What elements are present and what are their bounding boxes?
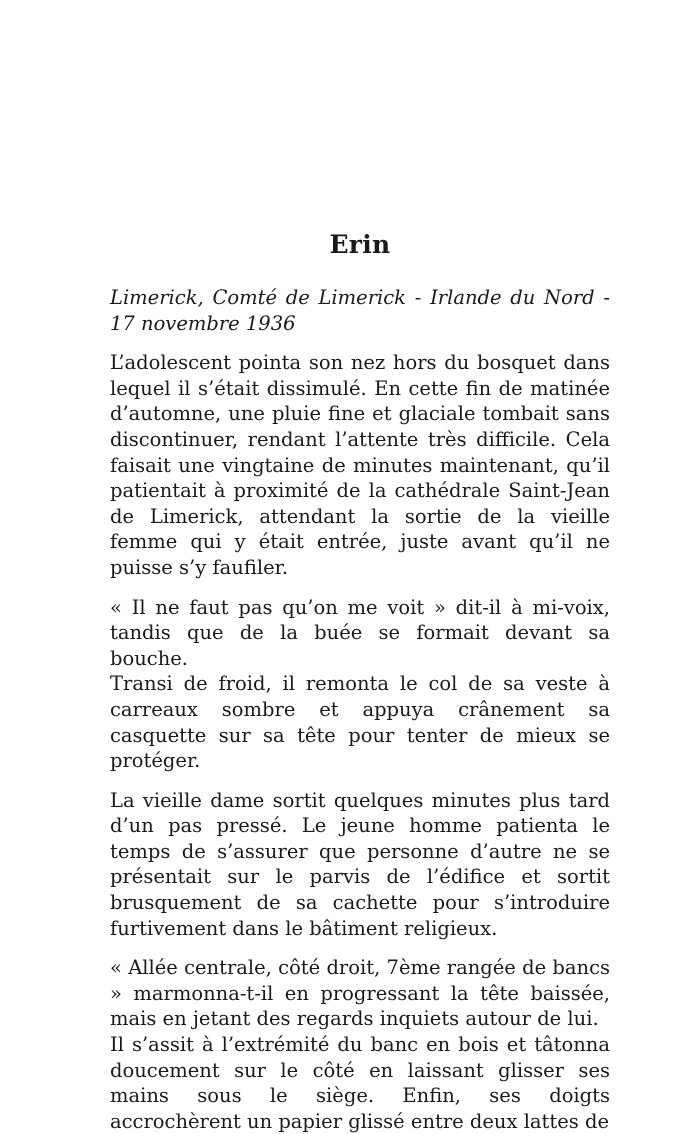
paragraph: La vieille dame sortit quelques minutes plus tard d’un pas pressé. Le jeune homme patienta le temps de s’assurer que personne d’autre ne se présentait sur le parvis de l’édifice et sortit brusquement de sa cachette pour s’introduire furtivement dans le bâtiment religieux. <box>110 788 610 940</box>
paragraph: L’adolescent pointa son nez hors du bosquet dans lequel il s’était dissimulé. En cette fin de matinée d’automne, une pluie fine et glaciale tombait sans discontinuer, rendant l’attente très difficile. Cela faisait une vingtaine de minutes maintenant, qu’il patientait à proximité de la cathédrale Saint-Jean de Limerick, attendant la sortie de la vieille femme qui y était entrée, juste avant qu’il ne puisse s’y faufiler. <box>110 351 610 579</box>
paragraph: Transi de froid, il remonta le col de sa veste à carreaux sombre et appuya crânement sa casquette sur sa tête pour tenter de mieux se protéger. <box>110 672 610 773</box>
book-page <box>110 0 610 1133</box>
paragraph: « Allée centrale, côté droit, 7ème rangée de bancs » marmonna-t-il en progressant la tête baissée, mais en jetant des regards inquiets autour de lui. <box>110 956 610 1031</box>
chapter-body <box>110 285 610 1134</box>
paragraph: Il s’assit à l’extrémité du banc en bois et tâtonna doucement sur le côté en laissant glisser ses mains sous le siège. Enfin, ses doigts accrochèrent un papier glissé entre deux lattes de <box>110 1033 610 1133</box>
paragraph: « Il ne faut pas qu’on me voit » dit-il à mi-voix, tandis que de la buée se formait devant sa bouche. <box>110 595 610 670</box>
location-date-line: Limerick, Comté de Limerick - Irlande du Nord - 17 novembre 1936 <box>110 286 610 335</box>
chapter-title: Erin <box>329 229 391 259</box>
